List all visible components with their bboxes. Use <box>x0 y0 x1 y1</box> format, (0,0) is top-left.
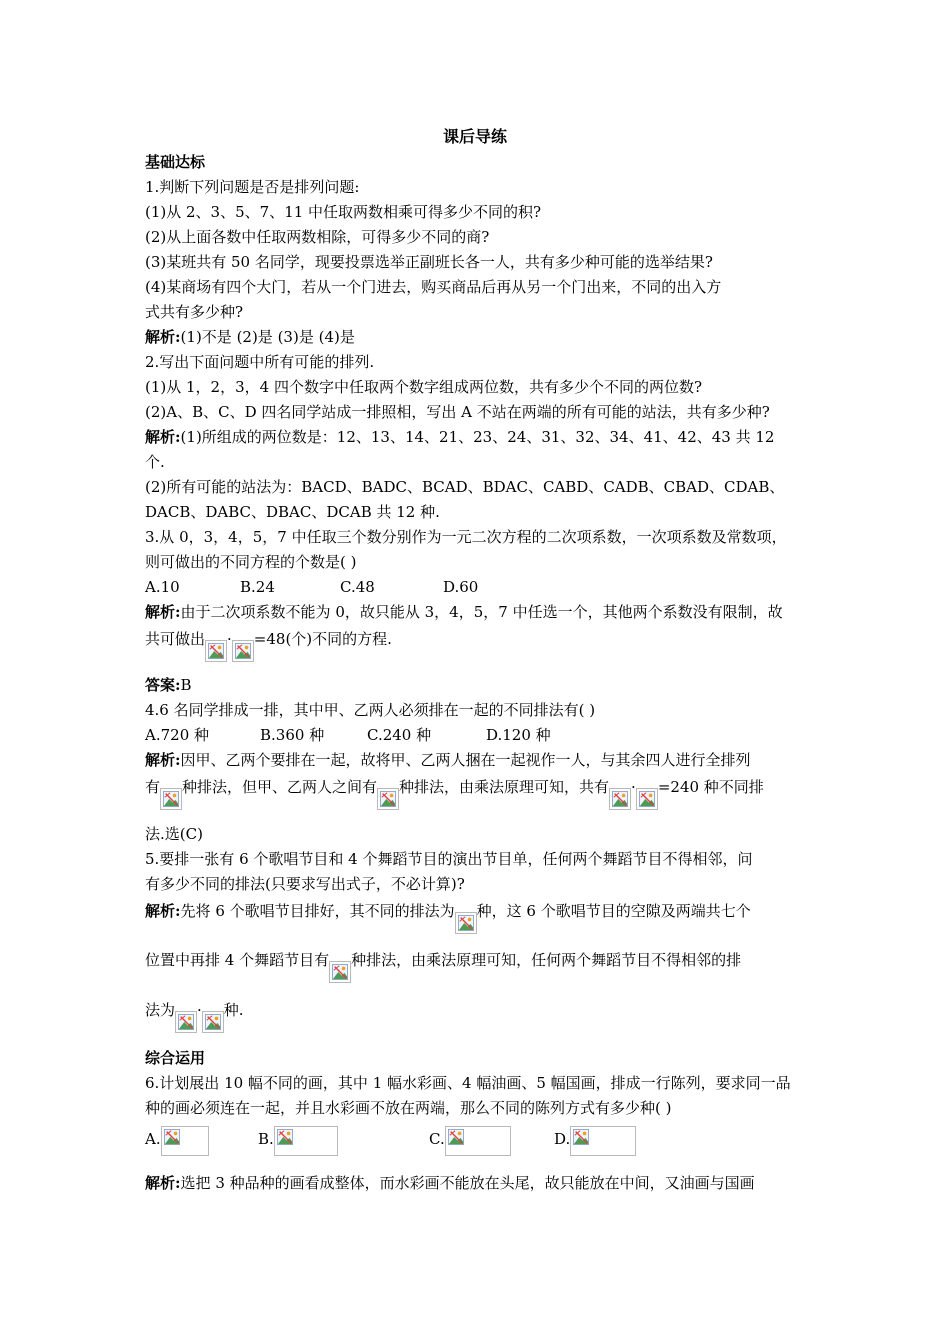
broken-image-icon <box>232 640 254 662</box>
broken-image-icon <box>274 1126 338 1156</box>
q6-stem-line2: 种的画必须连在一起，并且水彩画不放在两端，那么不同的陈列方式有多少种( ) <box>145 1099 672 1117</box>
answer-text: 法为 <box>145 1001 176 1019</box>
q4-option-c: C.240 种 <box>367 726 432 744</box>
q6-answer-line1 <box>145 1171 810 1195</box>
broken-image-icon <box>445 1126 511 1156</box>
q1-part4-line2: 式共有多少种? <box>145 303 244 321</box>
answer-text: (1)所组成的两位数是：12、13、14、21、23、24、31、32、34、41、42、43 共 12 <box>180 428 775 446</box>
broken-image-icon <box>175 1011 197 1033</box>
q3-option-a: A.10 <box>145 578 180 596</box>
answer-label: 解析: <box>145 328 181 346</box>
q3-stem-line2: 则可做出的不同方程的个数是( ) <box>145 553 357 571</box>
broken-image-icon <box>202 1011 224 1033</box>
answer-text: 种排法，但甲、乙两人之间有 <box>182 778 378 796</box>
q3-option-d: D.60 <box>443 578 479 596</box>
broken-image-icon <box>609 788 631 810</box>
q4-options <box>145 723 810 747</box>
q2-answer-line4: DACB、DABC、DBAC、DCAB 共 12 种. <box>145 503 440 521</box>
answer-text: 有 <box>145 778 161 796</box>
q2-answer-line1 <box>145 425 810 449</box>
q1-part2: (2)从上面各数中任取两数相除，可得多少不同的商? <box>145 228 490 246</box>
answer-label: 解析: <box>145 902 181 920</box>
page-title: 课后导练 <box>442 127 507 146</box>
q6-options <box>145 1126 810 1156</box>
broken-image-icon <box>160 788 182 810</box>
section-heading-basic: 基础达标 <box>145 153 206 171</box>
q2-part1: (1)从 1，2，3，4 四个数字中任取两个数字组成两位数，共有多少个不同的两位数? <box>145 378 703 396</box>
answer-text: 由于二次项系数不能为 0，故只能从 3，4，5，7 中任选一个，其他两个系数没有限制，故 <box>180 603 783 621</box>
q2-part2: (2)A、B、C、D 四名同学站成一排照相，写出 A 不站在两端的所有可能的站法，共有多少种? <box>145 403 770 421</box>
key-label: 答案: <box>145 676 181 694</box>
answer-text: 种，这 6 个歌唱节目的空隙及两端共七个 <box>476 902 751 920</box>
broken-image-icon <box>161 1126 209 1156</box>
answer-text: 位置中再排 4 个舞蹈节目有 <box>145 951 330 969</box>
answer-text: 种排法，由乘法原理可知，共有 <box>399 778 610 796</box>
q6-option-a: A. <box>145 1126 258 1156</box>
broken-image-icon <box>377 788 399 810</box>
q4-answer-line2 <box>145 775 810 810</box>
q1-part3: (3)某班共有 50 名同学，现要投票选举正副班长各一人，共有多少种可能的选举结果? <box>145 253 713 271</box>
q5-stem-line1: 5.要排一张有 6 个歌唱节目和 4 个舞蹈节目的演出节目单，任何两个舞蹈节目不得相邻，问 <box>145 850 753 868</box>
answer-text: =48(个)不同的方程. <box>253 630 392 648</box>
broken-image-icon <box>205 640 227 662</box>
q1-stem: 1.判断下列问题是否是排列问题: <box>145 178 360 196</box>
q5-answer-line3 <box>145 998 810 1033</box>
q1-part1: (1)从 2、3、5、7、11 中任取两数相乘可得多少不同的积? <box>145 203 542 221</box>
answer-label: 解析: <box>145 1174 181 1192</box>
q2-answer-line2: 个. <box>145 453 165 471</box>
q4-option-b: B.360 种 <box>260 726 325 744</box>
q4-stem: 4.6 名同学排成一排，其中甲、乙两人必须排在一起的不同排法有( ) <box>145 701 596 719</box>
q3-option-c: C.48 <box>340 578 375 596</box>
answer-text: 共可做出 <box>145 630 206 648</box>
answer-label: 解析: <box>145 428 181 446</box>
multiply-dot: · <box>631 778 636 796</box>
key-value: B <box>180 676 192 694</box>
q1-answer <box>145 325 810 349</box>
q4-answer-line1 <box>145 748 810 772</box>
answer-text: 因甲、乙两个要排在一起，故将甲、乙两人捆在一起视作一人，与其余四人进行全排列 <box>180 751 751 769</box>
q3-key <box>145 673 810 697</box>
q4-option-a: A.720 种 <box>145 726 209 744</box>
q6-option-b: B. <box>258 1126 429 1156</box>
answer-text: 先将 6 个歌唱节目排好，其不同的排法为 <box>180 902 455 920</box>
q5-answer-line1 <box>145 899 810 934</box>
multiply-dot: · <box>197 1001 202 1019</box>
answer-text: (1)不是 (2)是 (3)是 (4)是 <box>180 328 355 346</box>
q3-option-b: B.24 <box>240 578 275 596</box>
q3-answer-line2 <box>145 627 810 662</box>
q5-stem-line2: 有多少不同的排法(只要求写出式子，不必计算)? <box>145 875 465 893</box>
multiply-dot: · <box>227 630 232 648</box>
q6-stem-line1: 6.计划展出 10 幅不同的画，其中 1 幅水彩画、4 幅油画、5 幅国画，排成一行陈列，要求同一品 <box>145 1074 791 1092</box>
q3-stem-line1: 3.从 0，3，4，5，7 中任取三个数分别作为一元二次方程的二次项系数，一次项系数及常数项， <box>145 528 787 546</box>
answer-text: 选把 3 种品种的画看成整体，而水彩画不能放在头尾，故只能放在中间，又油画与国画 <box>180 1174 755 1192</box>
broken-image-icon <box>329 961 351 983</box>
q4-answer-line3: 法.选(C) <box>145 825 203 843</box>
broken-image-icon <box>455 912 477 934</box>
broken-image-icon <box>636 788 658 810</box>
q5-answer-line2 <box>145 948 810 983</box>
q6-option-c: C. <box>429 1126 554 1156</box>
q2-answer-line3: (2)所有可能的站法为：BACD、BADC、BCAD、BDAC、CABD、CADB、CBAD、CDAB、 <box>145 478 785 496</box>
section-heading-comprehensive: 综合运用 <box>145 1049 206 1067</box>
answer-text: 种排法，由乘法原理可知，任何两个舞蹈节目不得相邻的排 <box>351 951 742 969</box>
answer-text: 种. <box>223 1001 244 1019</box>
broken-image-icon <box>570 1126 636 1156</box>
q3-answer-line1 <box>145 600 810 624</box>
q1-part4-line1: (4)某商场有四个大门，若从一个门进去，购买商品后再从另一个门出来，不同的出入方 <box>145 278 722 296</box>
q3-options <box>145 575 810 599</box>
q4-option-d: D.120 种 <box>486 726 551 744</box>
answer-text: =240 种不同排 <box>657 778 764 796</box>
answer-label: 解析: <box>145 603 181 621</box>
q2-stem: 2.写出下面问题中所有可能的排列. <box>145 353 375 371</box>
q6-option-d: D. <box>554 1126 636 1156</box>
answer-label: 解析: <box>145 751 181 769</box>
